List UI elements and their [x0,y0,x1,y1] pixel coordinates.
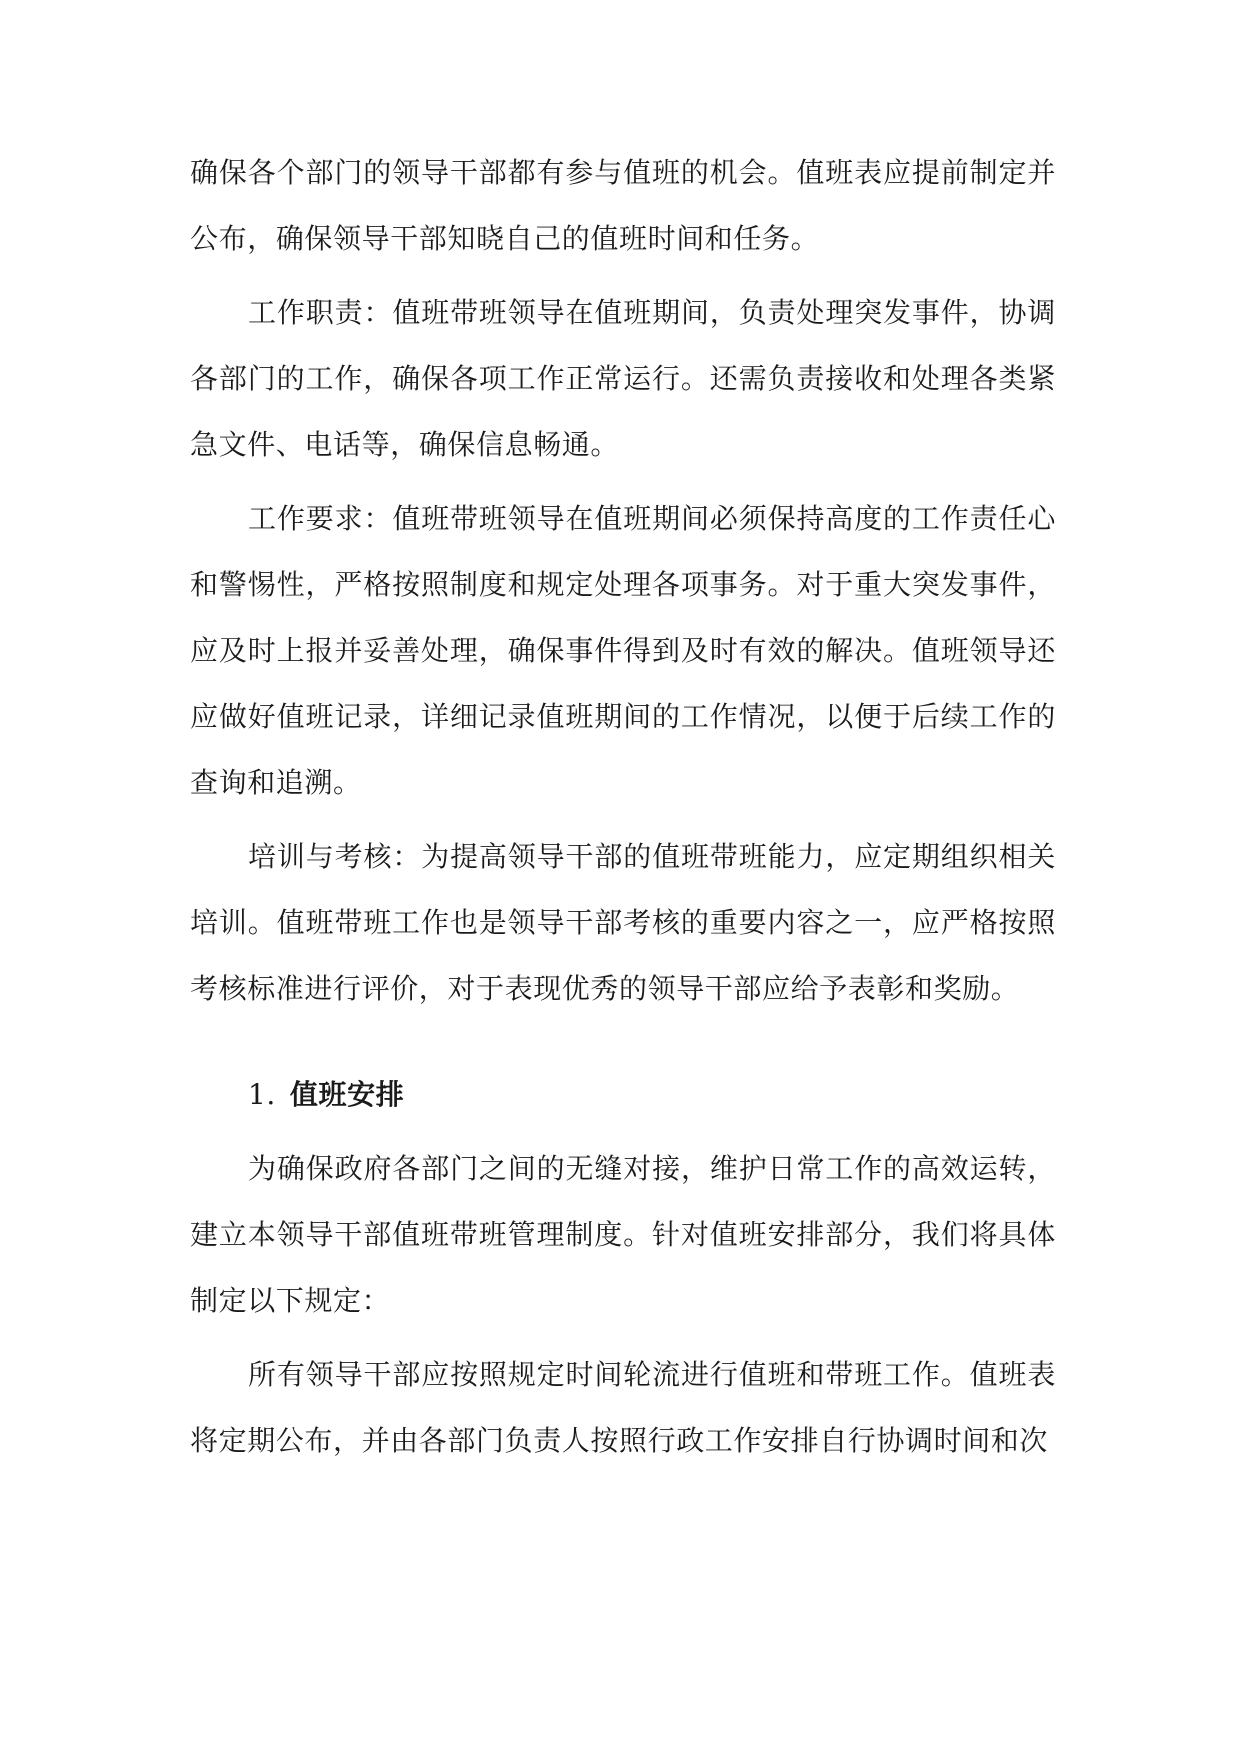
paragraph-work-requirements: 工作要求：值班带班领导在值班期间必须保持高度的工作责任心和警惕性，严格按照制度和规定处理各项事务。对于重大突发事件，应及时上报并妥善处理，确保事件得到及时有效的解决。值班领导还应做好值班记录，详细记录值班期间的工作情况，以便于后续工作的查询和追溯。 [190,502,1056,799]
paragraph-duty-roster: 确保各个部门的领导干部都有参与值班的机会。值班表应提前制定并公布，确保领导干部知晓自己的值班时间和任务。 [190,156,1056,255]
paragraph-arrangement-intro: 为确保政府各部门之间的无缝对接，维护日常工作的高效运转，建立本领导干部值班带班管理制度。针对值班安排部分，我们将具体制定以下规定： [190,1152,1056,1317]
document-body [190,140,1056,1482]
paragraph-work-duties: 工作职责：值班带班领导在值班期间，负责处理突发事件，协调各部门的工作，确保各项工作正常运行。还需负责接收和处理各类紧急文件、电话等，确保信息畅通。 [190,296,1056,461]
section-heading [190,1062,1056,1128]
paragraph-training-assessment: 培训与考核：为提高领导干部的值班带班能力，应定期组织相关培训。值班带班工作也是领导干部考核的重要内容之一，应严格按照考核标准进行评价，对于表现优秀的领导干部应给予表彰和奖励。 [190,840,1056,1005]
section-number: 1. [248,1078,276,1111]
paragraph-rotation-rule: 所有领导干部应按照规定时间轮流进行值班和带班工作。值班表将定期公布，并由各部门负责人按照行政工作安排自行协调时间和次 [190,1358,1056,1457]
section-title: 值班安排 [289,1078,405,1111]
